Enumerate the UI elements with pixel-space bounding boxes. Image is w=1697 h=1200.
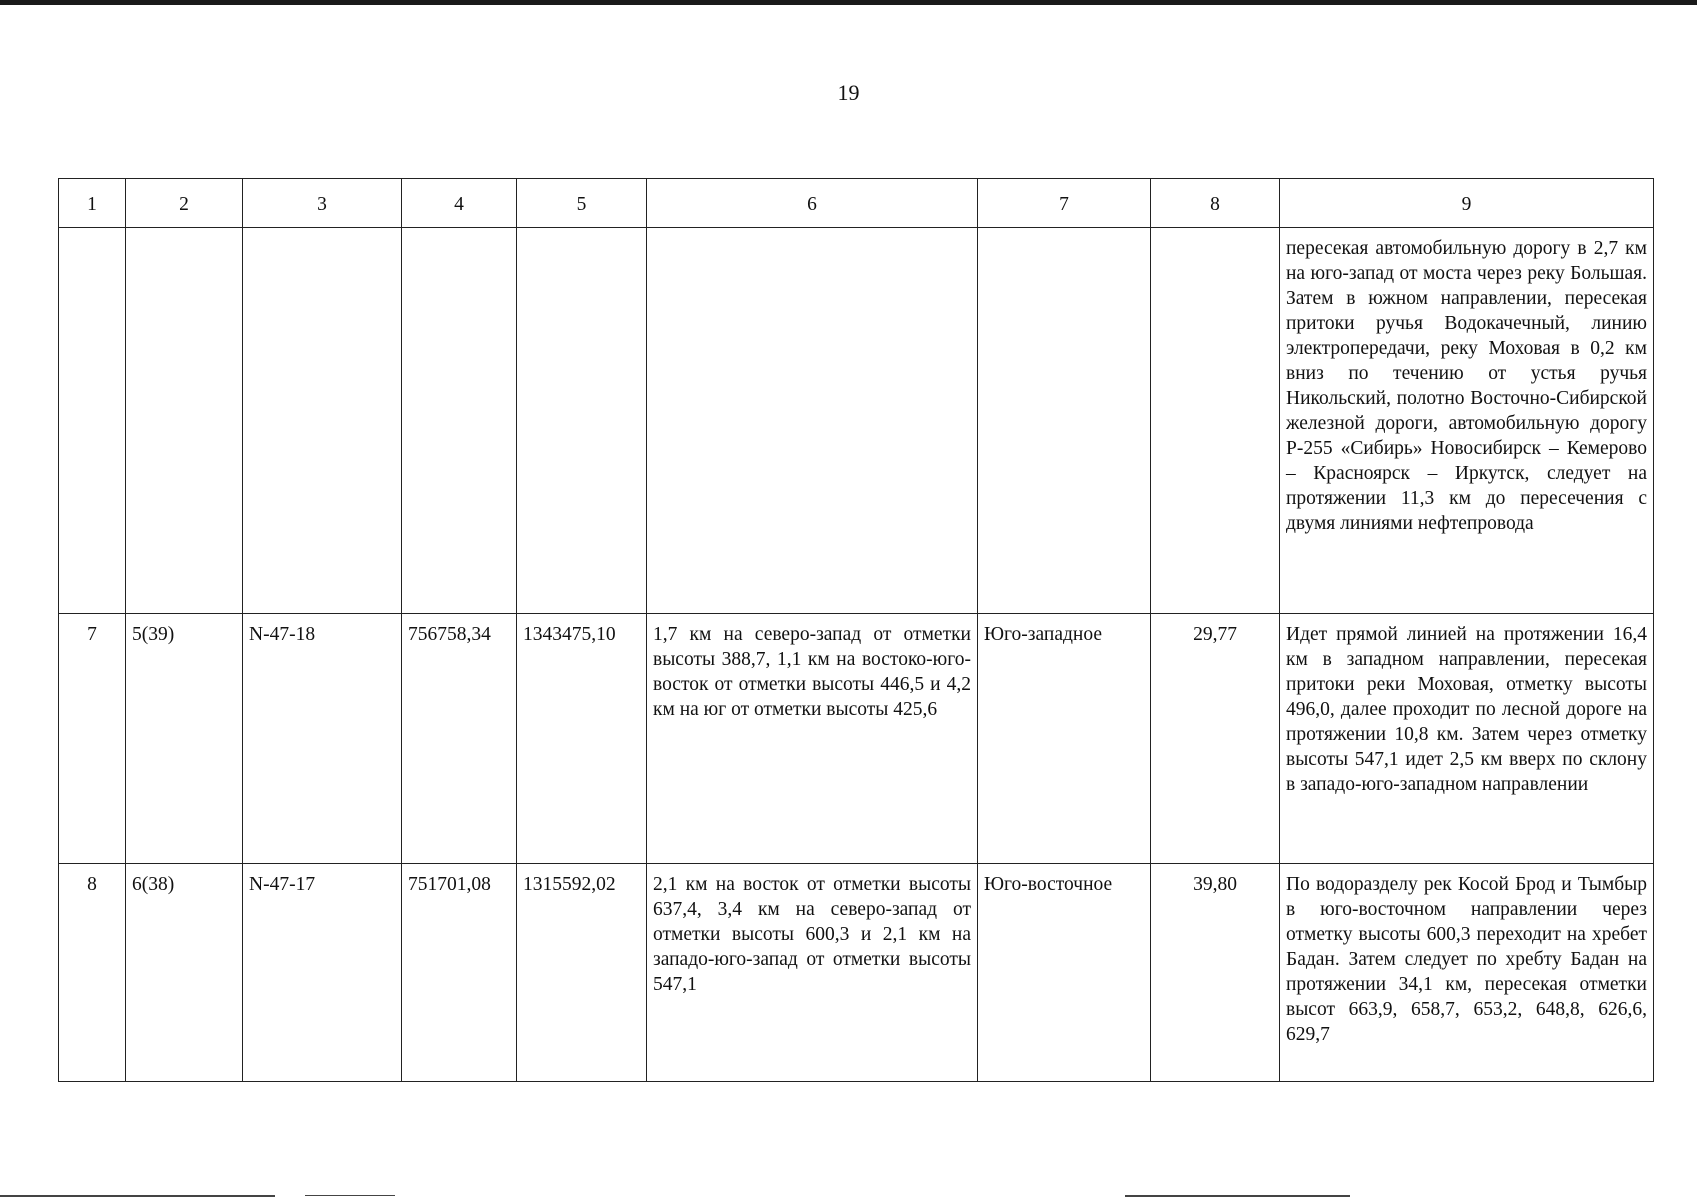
boundary-table — [58, 178, 1654, 1082]
header-col-6: 6 — [647, 179, 978, 228]
header-col-2: 2 — [126, 179, 243, 228]
cell-coordinate-x: 756758,34 — [402, 614, 517, 864]
cell-location: 2,1 км на восток от отметки высоты 637,4, 3,4 км на северо-запад от отметки высоты 600,3 и 2,1 км на западо-юго-запад от отметки высоты 547,1 — [647, 864, 978, 1082]
header-col-1: 1 — [59, 179, 126, 228]
cell-length: 29,77 — [1151, 614, 1280, 864]
cell-point-number: 6(38) — [126, 864, 243, 1082]
cell-empty — [647, 228, 978, 614]
cell-coordinate-y: 1343475,10 — [517, 614, 647, 864]
page-top-edge — [0, 0, 1697, 5]
header-col-4: 4 — [402, 179, 517, 228]
header-col-3: 3 — [243, 179, 402, 228]
cell-empty — [978, 228, 1151, 614]
cell-empty — [517, 228, 647, 614]
cell-direction: Юго-западное — [978, 614, 1151, 864]
cell-empty — [1151, 228, 1280, 614]
cell-description: По водоразделу рек Косой Брод и Тымбыр в юго-восточном направлении через отметку высоты 600,3 переходит на хребет Бадан. Затем следует по хребту Бадан на протяжении 34,1 км, пересекая отметки высот 663,9, 658,7, 653,2, 648,8, 626,6, 629,7 — [1280, 864, 1654, 1082]
cell-map-sheet: N-47-18 — [243, 614, 402, 864]
cell-point-number: 5(39) — [126, 614, 243, 864]
cell-direction: Юго-восточное — [978, 864, 1151, 1082]
cell-length: 39,80 — [1151, 864, 1280, 1082]
scan-edge-line — [1125, 1195, 1350, 1197]
cell-empty — [402, 228, 517, 614]
cell-row-number: 7 — [59, 614, 126, 864]
scan-edge-line — [305, 1195, 395, 1196]
cell-empty — [59, 228, 126, 614]
table-row-continuation — [59, 228, 1654, 614]
table-row — [59, 614, 1654, 864]
header-col-9: 9 — [1280, 179, 1654, 228]
cell-description-continuation: пересекая автомобильную дорогу в 2,7 км на юго-запад от моста через реку Большая. Затем в южном направлении, пересекая притоки ручья Водокачечный, линию электропередачи, реку Моховая в 0,2 км вниз по течению от устья ручья Никольский, полотно Восточно-Сибирской железной дороги, автомобильную дорогу Р-255 «Сибирь» Новосибирск – Кемерово – Красноярск – Иркутск, следует на протяжении 11,3 км до пересечения с двумя линиями нефтепровода — [1280, 228, 1654, 614]
header-col-5: 5 — [517, 179, 647, 228]
cell-location: 1,7 км на северо-запад от отметки высоты 388,7, 1,1 км на востоко-юго-восток от отметки высоты 446,5 и 4,2 км на юг от отметки высоты 425,6 — [647, 614, 978, 864]
table-header-row — [59, 179, 1654, 228]
table-row — [59, 864, 1654, 1082]
cell-coordinate-x: 751701,08 — [402, 864, 517, 1082]
header-col-8: 8 — [1151, 179, 1280, 228]
cell-description: Идет прямой линией на протяжении 16,4 км в западном направлении, пересекая притоки реки Моховая, отметку высоты 496,0, далее проходит по лесной дороге на протяжении 10,8 км. Затем через отметку высоты 547,1 идет 2,5 км вверх по склону в западо-юго-западном направлении — [1280, 614, 1654, 864]
cell-row-number: 8 — [59, 864, 126, 1082]
cell-coordinate-y: 1315592,02 — [517, 864, 647, 1082]
cell-empty — [243, 228, 402, 614]
page-number: 19 — [837, 80, 860, 105]
cell-empty — [126, 228, 243, 614]
header-col-7: 7 — [978, 179, 1151, 228]
scan-edge-line — [0, 1195, 275, 1197]
cell-map-sheet: N-47-17 — [243, 864, 402, 1082]
